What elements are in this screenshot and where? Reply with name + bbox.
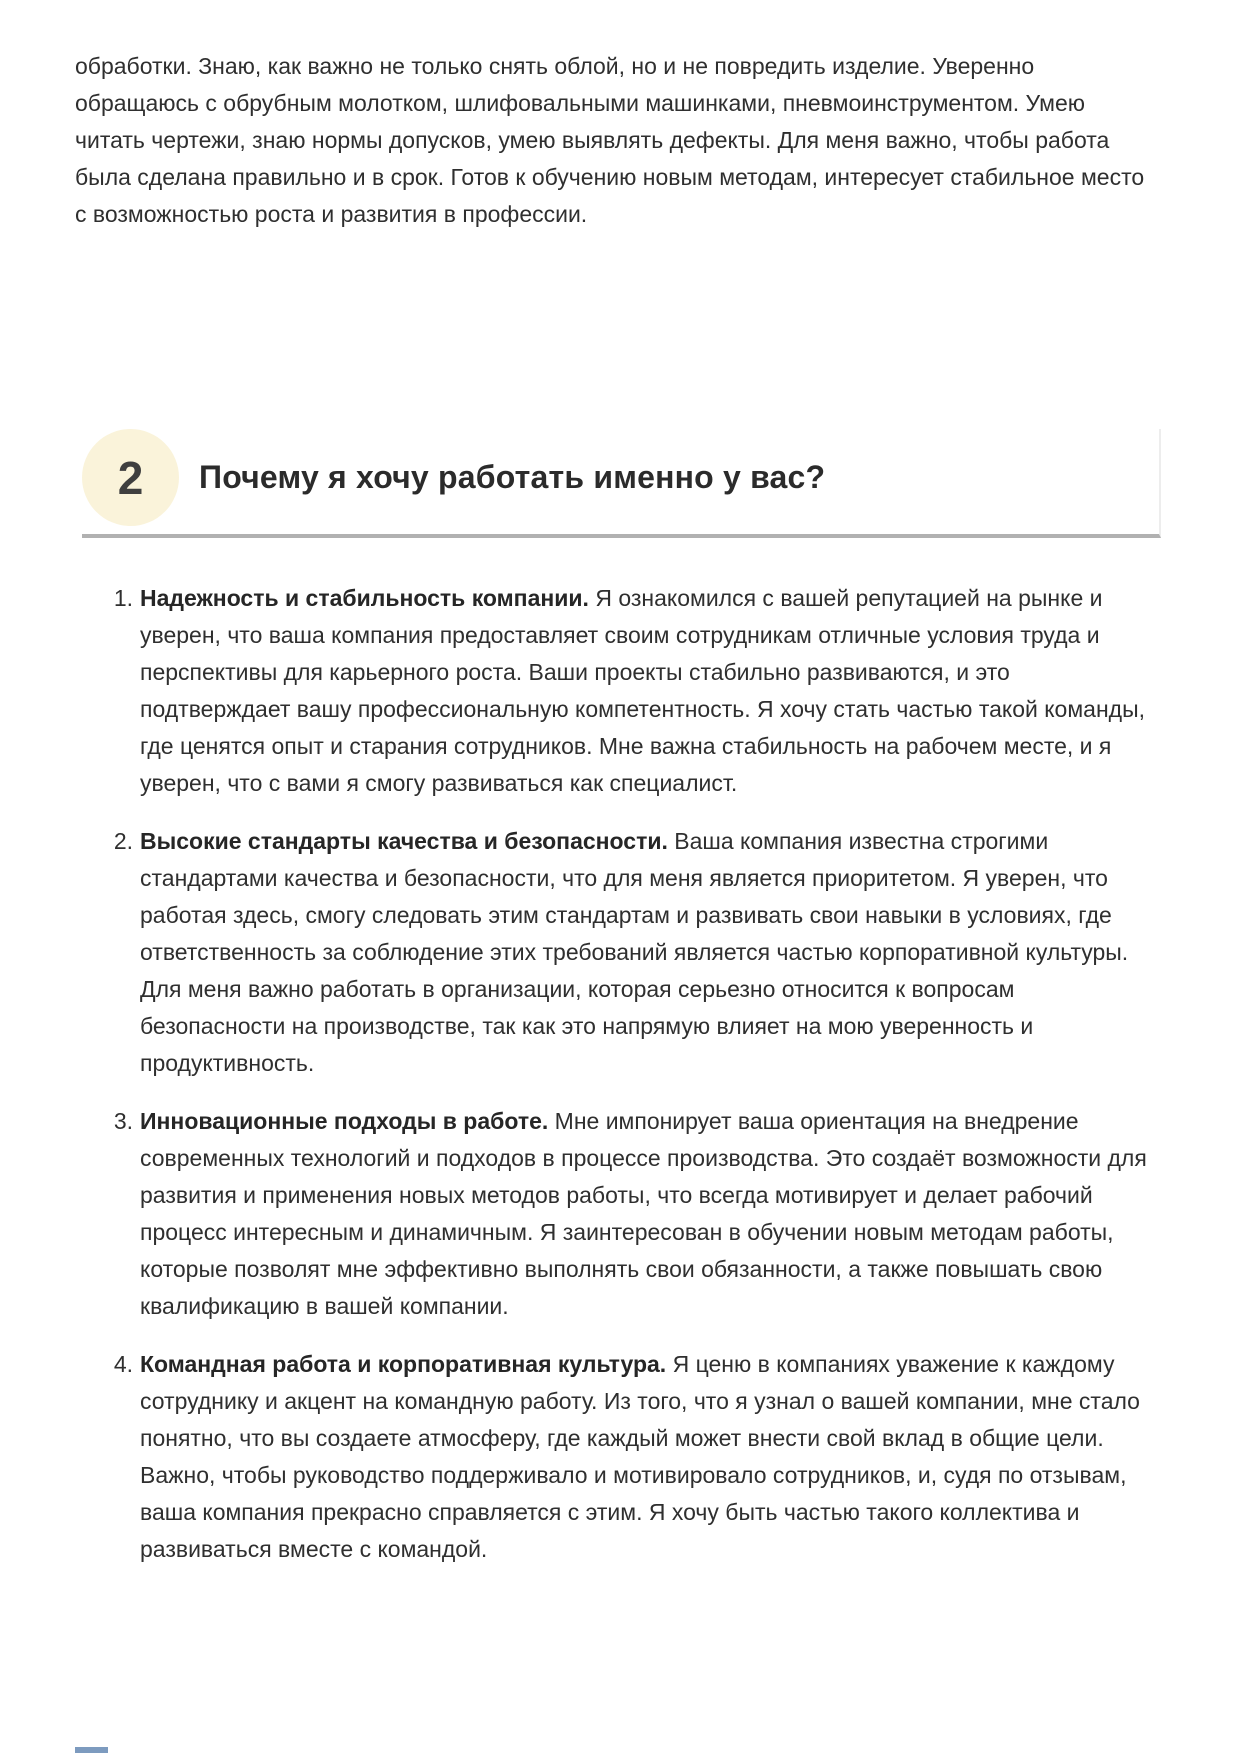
list-item-lead: Надежность и стабильность компании. (140, 585, 589, 611)
list-item (107, 1346, 1153, 1568)
list-item-text (140, 580, 1153, 802)
list-item-body: Я ознакомился с вашей репутацией на рынке и уверен, что ваша компания предоставляет своим сотрудникам отличные условия труда и перспективы для карьерного роста. Ваши проекты стабильно развиваются, и это подтверждает вашу профессиональную компетентность. Я хочу стать частью такой команды, где ценятся опыт и старания сотрудников. Мне важна стабильность на рабочем месте, и я уверен, что с вами я смогу развиваться как специалист. (140, 585, 1145, 796)
list-item-lead: Командная работа и корпоративная культура. (140, 1351, 667, 1377)
list-item-text (140, 1103, 1153, 1325)
list-item-lead: Инновационные подходы в работе. (140, 1108, 549, 1134)
section-number: 2 (117, 451, 144, 504)
list-item-number: 2. (113, 828, 133, 854)
list-item-body: Я ценю в компаниях уважение к каждому сотруднику и акцент на командную работу. Из того, что я узнал о вашей компании, мне стало понятно, что вы создаете атмосферу, где каждый может внести свой вклад в общие цели. Важно, чтобы руководство поддерживало и мотивировало сотрудников, и, судя по отзывам, ваша компания прекрасно справляется с этим. Я хочу быть частью такого коллектива и развиваться вместе с командой. (140, 1351, 1140, 1562)
list-item-lead: Высокие стандарты качества и безопасности. (140, 828, 668, 854)
list-item-number: 1. (113, 585, 133, 611)
list-item-body: Мне импонирует ваша ориентация на внедрение современных технологий и подходов в процессе производства. Это создаёт возможности для развития и применения новых методов работы, что всегда мотивирует и делает рабочий процесс интересным и динамичным. Я заинтересован в обучении новым методам работы, которые позволят мне эффективно выполнять свои обязанности, а также повышать свою квалификацию в вашей компании. (140, 1108, 1147, 1319)
list-item-body: Ваша компания известна строгими стандартами качества и безопасности, что для меня является приоритетом. Я уверен, что работая здесь, смогу следовать этим стандартам и развивать свои навыки в условиях, где ответственность за соблюдение этих требований является частью корпоративной культуры. Для меня важно работать в организации, которая серьезно относится к вопросам безопасности на производстве, так как это напрямую влияет на мою уверенность и продуктивность. (140, 828, 1129, 1076)
section-number-badge (82, 429, 179, 526)
reasons-list (75, 580, 1161, 1568)
bottom-accent-bar (75, 1747, 108, 1753)
section-title: Почему я хочу работать именно у вас? (199, 459, 826, 495)
list-item (107, 580, 1153, 802)
section-header (82, 429, 1161, 538)
list-item-text (140, 823, 1153, 1082)
list-item-number: 4. (113, 1351, 133, 1377)
intro-paragraph: обработки. Знаю, как важно не только снять облой, но и не повредить изделие. Уверенно обращаюсь с обрубным молотком, шлифовальными машинками, пневмоинструментом. Умею читать чертежи, знаю нормы допусков, умею выявлять дефекты. Для меня важно, чтобы работа была сделана правильно и в срок. Готов к обучению новым методам, интересует стабильное место с возможностью роста и развития в профессии. (75, 53, 1145, 227)
list-item (107, 823, 1153, 1082)
list-item-number: 3. (113, 1108, 133, 1134)
list-item (107, 1103, 1153, 1325)
list-item-text (140, 1346, 1153, 1568)
